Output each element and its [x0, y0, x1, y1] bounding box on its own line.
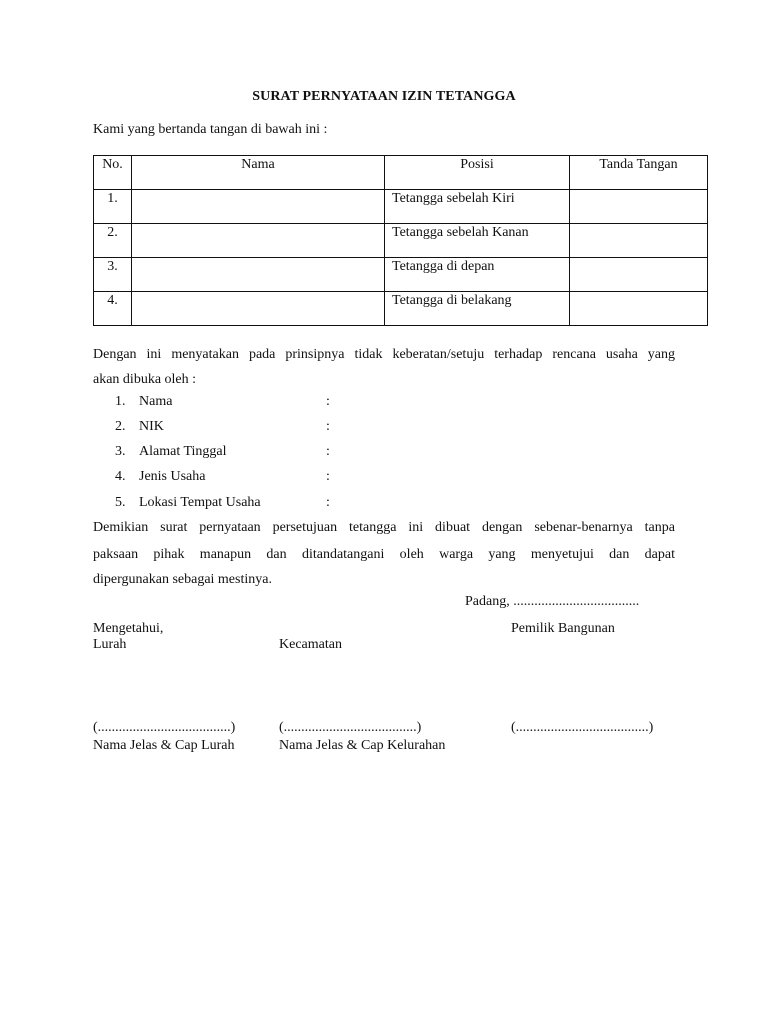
row-no: 4.	[94, 292, 132, 326]
detail-number: 4.	[115, 469, 126, 484]
signature-blank-lurah: (......................................)	[93, 720, 236, 735]
caption-kelurahan: Nama Jelas & Cap Kelurahan	[279, 738, 446, 753]
table-header-row	[94, 156, 708, 190]
statement-line-1: Dengan ini menyatakan pada prinsipnya tidak keberatan/setuju terhadap rencana usaha yang	[93, 347, 675, 362]
kecamatan-label: Kecamatan	[279, 637, 342, 652]
signature-blank-pemilik: (......................................)	[511, 720, 654, 735]
detail-item	[93, 469, 393, 489]
row-tanda-tangan	[570, 190, 708, 224]
document-title: SURAT PERNYATAAN IZIN TETANGGA	[252, 89, 516, 104]
detail-label: Alamat Tinggal	[139, 444, 227, 459]
header-posisi: Posisi	[385, 156, 570, 190]
header-tanda-tangan: Tanda Tangan	[570, 156, 708, 190]
detail-number: 1.	[115, 394, 126, 409]
detail-colon: :	[326, 444, 330, 459]
detail-label: Jenis Usaha	[139, 469, 206, 484]
row-nama	[132, 224, 385, 258]
table-row	[94, 292, 708, 326]
detail-number: 2.	[115, 419, 126, 434]
pemilik-bangunan-label: Pemilik Bangunan	[511, 621, 615, 636]
closing-line-1: Demikian surat pernyataan persetujuan tetangga ini dibuat dengan sebenar-benarnya tanpa	[93, 520, 675, 535]
detail-number: 5.	[115, 495, 126, 510]
detail-label: NIK	[139, 419, 164, 434]
row-nama	[132, 258, 385, 292]
row-nama	[132, 292, 385, 326]
row-no: 3.	[94, 258, 132, 292]
detail-item	[93, 394, 393, 414]
detail-colon: :	[326, 394, 330, 409]
detail-item	[93, 444, 393, 464]
row-no: 1.	[94, 190, 132, 224]
place-date: Padang, ....................................	[465, 594, 640, 609]
detail-item	[93, 495, 393, 515]
header-nama: Nama	[132, 156, 385, 190]
row-tanda-tangan	[570, 292, 708, 326]
intro-text: Kami yang bertanda tangan di bawah ini :	[93, 122, 328, 137]
mengetahui-label: Mengetahui,	[93, 621, 164, 636]
detail-label: Lokasi Tempat Usaha	[139, 495, 261, 510]
table-row	[94, 190, 708, 224]
lurah-label: Lurah	[93, 637, 127, 652]
neighbor-signature-table	[93, 155, 708, 326]
detail-colon: :	[326, 495, 330, 510]
table-row	[94, 258, 708, 292]
caption-lurah: Nama Jelas & Cap Lurah	[93, 738, 235, 753]
row-nama	[132, 190, 385, 224]
row-posisi: Tetangga di belakang	[385, 292, 570, 326]
signature-blank-kelurahan: (......................................)	[279, 720, 422, 735]
detail-item	[93, 419, 393, 439]
header-no: No.	[94, 156, 132, 190]
row-tanda-tangan	[570, 224, 708, 258]
statement-line-2: akan dibuka oleh :	[93, 372, 197, 387]
closing-line-3: dipergunakan sebagai mestinya.	[93, 572, 272, 587]
detail-label: Nama	[139, 394, 173, 409]
row-no: 2.	[94, 224, 132, 258]
row-posisi: Tetangga di depan	[385, 258, 570, 292]
table-row	[94, 224, 708, 258]
row-posisi: Tetangga sebelah Kiri	[385, 190, 570, 224]
detail-colon: :	[326, 419, 330, 434]
row-tanda-tangan	[570, 258, 708, 292]
detail-number: 3.	[115, 444, 126, 459]
detail-colon: :	[326, 469, 330, 484]
closing-line-2: paksaan pihak manapun dan ditandatangani oleh warga yang menyetujui dan dapat	[93, 547, 675, 562]
row-posisi: Tetangga sebelah Kanan	[385, 224, 570, 258]
